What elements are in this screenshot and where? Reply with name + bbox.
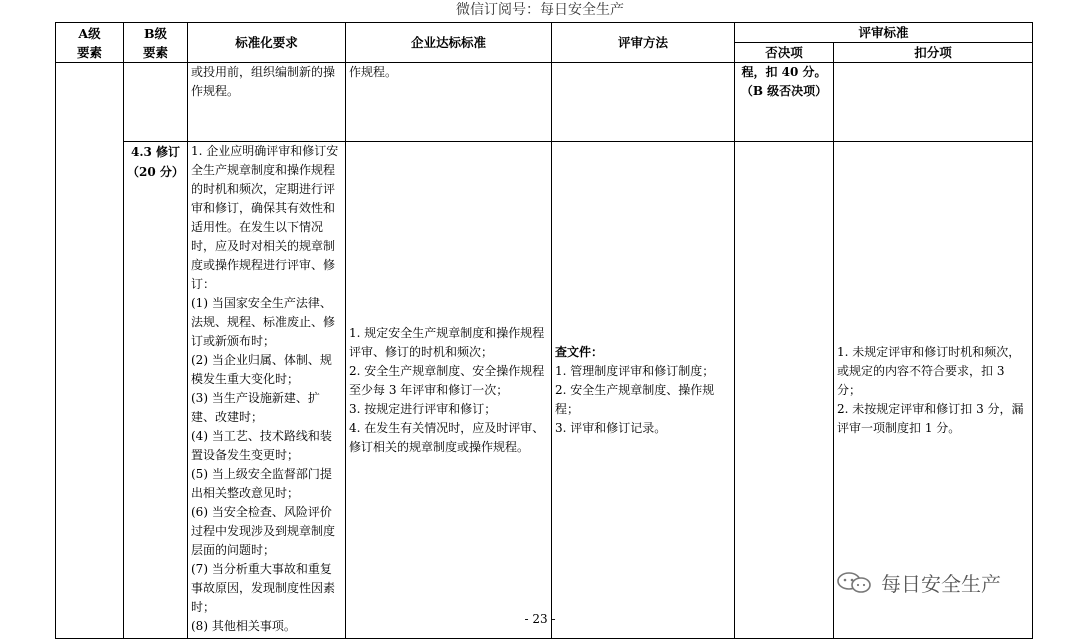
- method-item: 2. 安全生产规章制度、操作规程；: [555, 382, 715, 416]
- requirement-item: (6) 当安全检查、风险评价过程中发现涉及到规章制度层面的问题时；: [191, 505, 336, 557]
- table-row: [56, 63, 1033, 142]
- method-title: 查文件：: [555, 344, 604, 359]
- method-item: 1. 管理制度评审和修订制度；: [555, 363, 715, 378]
- standard-item: 2. 安全生产规章制度、安全操作规程至少每 3 年评审和修订一次；: [349, 363, 545, 397]
- standard-item: 3. 按规定进行评审和修订；: [349, 401, 497, 416]
- deduction-item: 2. 未按规定评审和修订扣 3 分，漏评审一项制度扣 1 分。: [837, 401, 1024, 435]
- requirement-item: (3) 当生产设施新建、扩建、改建时；: [191, 391, 320, 424]
- standard-table: [55, 22, 1033, 639]
- b-element-name: 4.3 修订: [130, 145, 181, 159]
- requirement-item: (4) 当工艺、技术路线和装置设备发生变更时；: [191, 429, 332, 462]
- criteria-header: 评审标准: [735, 23, 1033, 43]
- page-number: - 23 -: [524, 612, 556, 626]
- requirement-cell: 或投用前，组织编制新的操作规程。: [188, 63, 346, 142]
- standard-item: 1. 规定安全生产规章制度和操作规程评审、修订的时机和频次；: [349, 325, 545, 359]
- table-row: [56, 142, 1033, 639]
- veto-line: 程，扣 40 分。: [741, 65, 827, 79]
- company-standard-cell: [346, 142, 552, 639]
- company-standard-header: 企业达标标准: [346, 23, 552, 63]
- method-cell: [552, 142, 735, 639]
- veto-cell: [735, 142, 834, 639]
- b-level-cell: [124, 63, 188, 142]
- deduction-cell: [834, 142, 1033, 639]
- requirement-item: (8) 其他相关事项。: [191, 619, 296, 633]
- header-title: 微信订阅号：每日安全生产: [456, 2, 624, 18]
- deduction-cell: [834, 63, 1033, 142]
- method-header: 评审方法: [552, 23, 735, 63]
- deduction-item: 1. 未规定评审和修订时机和频次，或规定的内容不符合要求，扣 3 分；: [837, 344, 1021, 397]
- a-level-header: A级 要素: [56, 23, 124, 63]
- veto-cell: [735, 63, 834, 142]
- requirement-item: (7) 当分析重大事故和重复事故原因，发现制度性因素时；: [191, 562, 336, 614]
- deduction-header: 扣分项: [834, 43, 1033, 63]
- requirement-item: (1) 当国家安全生产法律、法规、规程、标准废止、修订或新颁布时；: [191, 296, 336, 348]
- requirement-cell: [188, 142, 346, 639]
- b-level-header: B级 要素: [124, 23, 188, 63]
- veto-line: （B 级否决项）: [740, 84, 828, 98]
- veto-header: 否决项: [735, 43, 834, 63]
- requirement-item: (2) 当企业归属、体制、规模发生重大变化时；: [191, 353, 332, 386]
- b-element-score: （20 分）: [127, 165, 184, 179]
- a-level-cell: [56, 63, 124, 639]
- watermark-text: 每日安全生产: [881, 572, 1001, 596]
- standard-item: 4. 在发生有关情况时，应及时评审、修订相关的规章制度或操作规程。: [349, 420, 545, 454]
- requirement-item: (5) 当上级安全监督部门提出相关整改意见时；: [191, 467, 332, 500]
- wechat-icon: [835, 571, 875, 595]
- requirement-header: 标准化要求: [188, 23, 346, 63]
- b-element-cell: [124, 142, 188, 639]
- method-cell: [552, 63, 735, 142]
- watermark: [835, 568, 1001, 597]
- company-standard-cell: 作规程。: [346, 63, 552, 142]
- method-item: 3. 评审和修订记录。: [555, 420, 667, 435]
- requirement-item: 1. 企业应明确评审和修订安全生产规章制度和操作规程的时机和频次，定期进行评审和修订，确保其有效性和适用性。在发生以下情况时，应及时对相关的规章制度或操作规程进行评审、修订：: [191, 144, 339, 291]
